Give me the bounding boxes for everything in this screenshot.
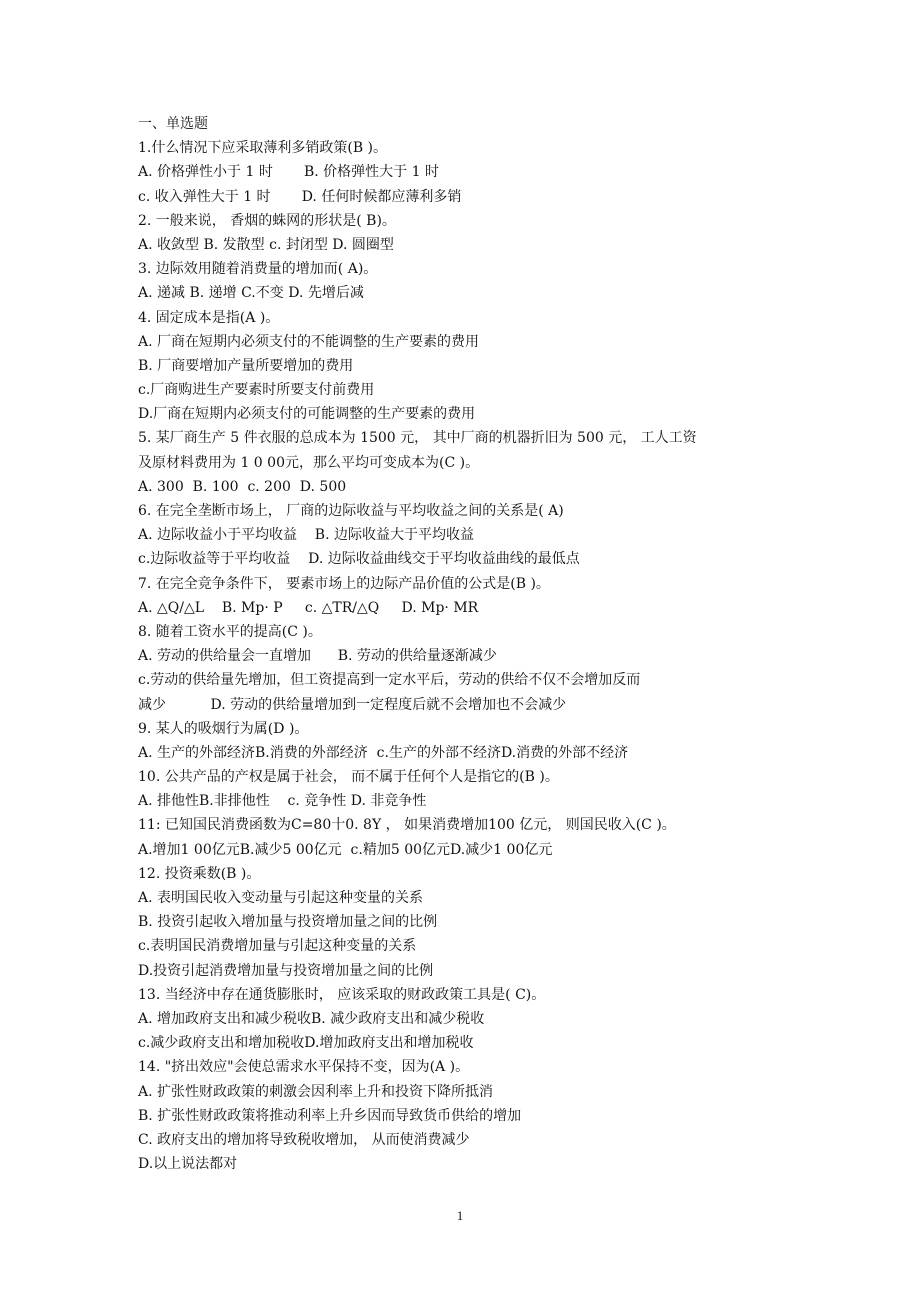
text-line: 11: 已知国民消费函数为C=80十0. 8Y ， 如果消费增加100 亿元， 则国民收入(C )。 [138,817,676,834]
text-line: c.减少政府支出和增加税收D.增加政府支出和增加税收 [138,1035,474,1052]
text-line: 3. 边际效用随着消费量的增加而( A)。 [138,261,378,278]
question-text-block [138,112,838,1176]
text-line: c.表明国民消费增加量与引起这种变量的关系 [138,938,417,955]
text-line: 1.什么情况下应采取薄利多销政策(B )。 [138,140,388,157]
text-line: A. △Q/△L B. Mp· P c. △TR/△Q D. Mp· MR [138,599,479,616]
text-line: A. 生产的外部经济B.消费的外部经济 c.生产的外部不经济D.消费的外部不经济 [138,744,629,761]
text-line: c.边际收益等于平均收益 D. 边际收益曲线交于平均收益曲线的最低点 [138,551,580,568]
text-line: 2. 一般来说， 香烟的蛛网的形状是( B)。 [138,212,396,229]
text-line: A. 排他性B.非排他性 c. 竞争性 D. 非竞争性 [138,793,427,810]
text-line: 9. 某人的吸烟行为属(D )。 [138,720,309,737]
text-line: A.增加1 00亿元B.减少5 00亿元 c.精加5 00亿元D.减少1 00亿元 [138,841,553,858]
text-line: c.厂商购进生产要素时所要支付前费用 [138,382,375,399]
text-line: A. 表明国民收入变动量与引起这种变量的关系 [138,890,424,906]
text-line: c. 收入弹性大于 1 时 D. 任何时候都应薄利多销 [138,188,462,205]
section-heading: 一、单选题 [138,116,208,132]
text-line: 12. 投资乘数(B )。 [138,865,261,882]
text-line: 7. 在完全竞争条件下， 要素市场上的边际产品价值的公式是(B )。 [138,575,550,592]
text-line: 6. 在完全垄断市场上， 厂商的边际收益与平均收益之间的关系是( A) [138,503,564,519]
text-line: D.以上说法都对 [138,1156,238,1173]
text-line: A. 边际收益小于平均收益 B. 边际收益大于平均收益 [138,527,474,544]
text-line: A. 价格弹性小于 1 时 B. 价格弹性大于 1 时 [138,164,439,181]
text-line: 4. 固定成本是指(A )。 [138,309,280,326]
text-line: A. 收敛型 B. 发散型 c. 封闭型 D. 圆圈型 [138,236,394,253]
text-line: 10. 公共产品的产权是属于社会， 而不属于任何个人是指它的(B )。 [138,769,559,786]
text-line: B. 扩张性财政政策将推动利率上升乡因而导致货币供给的增加 [138,1107,522,1124]
text-line: A. 300 B. 100 c. 200 D. 500 [138,478,347,495]
text-line: B. 厂商要增加产量所要增加的费用 [138,357,354,374]
text-line: D.厂商在短期内必须支付的可能调整的生产要素的费用 [138,406,476,423]
text-line: B. 投资引起收入增加量与投资增加量之间的比例 [138,914,438,931]
text-line: 减少 D. 劳动的供给量增加到一定程度后就不会增加也不会减少 [138,696,567,713]
text-line: A. 劳动的供给量会一直增加 B. 劳动的供给量逐渐减少 [138,648,497,665]
text-line: 13. 当经济中存在通货膨胀时， 应该采取的财政政策工具是( C)。 [138,986,546,1003]
text-line: 14. "挤出效应"会使总需求水平保持不变，因为(A )。 [138,1059,470,1076]
text-line: 5. 某厂商生产 5 件衣服的总成本为 1500 元， 其中厂商的机器折旧为 500 元， 工人工资 [138,430,697,447]
text-line: 8. 随着工资水平的提高(C )。 [138,623,322,640]
page-number: 1 [456,1208,464,1223]
text-line: A. 增加政府支出和减少税收B. 减少政府支出和减少税收 [138,1010,485,1027]
text-line: A. 递减 B. 递增 C.不变 D. 先增后减 [138,285,364,302]
text-line: c.劳动的供给量先增加，但工资提高到一定水平后，劳动的供给不仅不会增加反而 [138,672,641,689]
text-line: A. 厂商在短期内必须支付的不能调整的生产要素的费用 [138,333,480,350]
text-line: D.投资引起消费增加量与投资增加量之间的比例 [138,962,434,979]
text-line: C. 政府支出的增加将导致税收增加， 从而使消费减少 [138,1131,470,1148]
text-line: A. 扩张性财政政策的刺激会因利率上升和投资下降所抵消 [138,1083,494,1100]
text-line: 及原材料费用为 1 0 00元，那么平均可变成本为(C )。 [138,454,480,471]
